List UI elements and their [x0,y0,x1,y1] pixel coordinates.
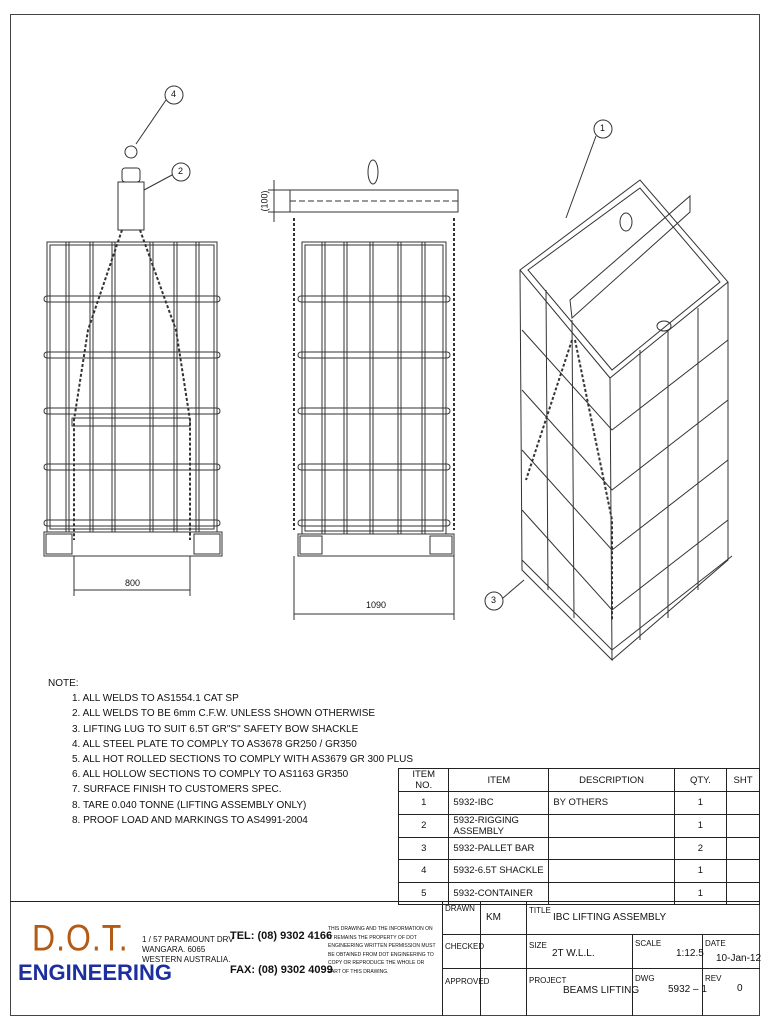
date-label: DATE [705,939,726,948]
dimension-1090: 1090 [366,600,387,610]
company-phone: TEL: (08) 9302 4166 [230,930,333,942]
grid-line [442,968,760,969]
title-value: IBC LIFTING ASSEMBLY [553,912,667,923]
note-item: 7. SURFACE FINISH TO CUSTOMERS SPEC. [72,784,282,796]
notes-title: NOTE: [48,678,79,689]
date-value: 10-Jan-12 [716,953,762,964]
table-header-row [399,769,760,792]
cell-item-no: 3 [399,837,449,860]
header-description: DESCRIPTION [549,769,674,792]
note-item: 2. ALL WELDS TO BE 6mm C.F.W. UNLESS SHOWN OTHERWISE [72,708,376,720]
copyright-disclaimer: THIS DRAWING AND THE INFORMATION ON IT REMAINS THE PROPERTY OF DOT ENGINEERING WRITTEN PERMISSION MUST BE OBTAINED FROM DOT ENGINEERING TO COPY OR REPRODUCE THE WHOLE OR PART OF THIS DRAWING. [328,926,436,975]
grid-line [632,934,633,1016]
address-line: 1 / 57 PARAMOUNT DRV [142,935,234,944]
table-row [399,792,760,815]
cell-qty: 2 [674,837,726,860]
drawing-notes [48,676,413,828]
company-fax: FAX: (08) 9302 4099 [230,964,333,976]
drawn-value: KM [486,912,501,923]
note-item: 5. ALL HOT ROLLED SECTIONS TO COMPLY WITH AS3679 GR 300 PLUS [72,754,414,766]
cell-sht [727,860,760,883]
rev-label: REV [705,974,722,983]
grid-line [480,901,481,1016]
company-logo-bottom: ENGINEERING [18,960,173,985]
notes-list [48,691,413,828]
project-value: BEAMS LIFTING [563,985,640,996]
bill-of-materials-table [398,768,760,905]
title-label: TITLE [529,906,551,915]
company-logo-top: D.O.T. [32,917,129,959]
cell-qty: 1 [674,860,726,883]
cell-item-no: 5 [399,882,449,905]
approved-label: APPROVED [445,977,490,986]
header-sht: SHT [727,769,760,792]
dimension-100: (100) [259,190,270,212]
grid-line [442,934,760,935]
table-row [399,837,760,860]
header-item: ITEM [449,769,549,792]
dimension-800: 800 [125,578,141,588]
cell-description [549,814,674,837]
cell-sht [727,792,760,815]
dwg-value: 5932 – 1 [668,984,707,995]
cell-sht [727,814,760,837]
cell-description [549,860,674,883]
size-value: 2T W.L.L. [552,948,595,959]
cell-item: 5932-IBC [449,792,549,815]
cell-item-no: 2 [399,814,449,837]
dimensions [74,180,454,620]
address-line: WESTERN AUSTRALIA. [142,955,231,964]
note-item: 1. ALL WELDS TO AS1554.1 CAT SP [72,693,239,705]
note-item: 6. ALL HOLLOW SECTIONS TO COMPLY TO AS1163 GR350 [72,769,349,781]
header-qty: QTY. [674,769,726,792]
size-label: SIZE [529,941,547,950]
cell-description [549,837,674,860]
side-view [290,160,458,556]
header-item-no: ITEM NO. [399,769,449,792]
note-item: 4. ALL STEEL PLATE TO COMPLY TO AS3678 GR250 / GR350 [72,738,357,750]
checked-label: CHECKED [445,942,485,951]
drawn-label: DRAWN [445,904,475,913]
company-address [142,935,234,965]
dimension-100-value: 100 [259,193,270,209]
address-line: WANGARA. 6065 [142,945,206,954]
cell-qty: 1 [674,792,726,815]
cell-description: BY OTHERS [549,792,674,815]
cell-item-no: 1 [399,792,449,815]
dwg-label: DWG [635,974,655,983]
note-item: 3. LIFTING LUG TO SUIT 6.5T GR"S" SAFETY BOW SHACKLE [72,723,359,735]
note-item: 8. TARE 0.040 TONNE (LIFTING ASSEMBLY ONLY) [72,799,307,811]
balloon-4-label: 4 [171,89,177,99]
balloon-3-label: 3 [491,595,497,605]
table-row [399,814,760,837]
note-item: 8. PROOF LOAD AND MARKINGS TO AS4991-2004 [72,814,308,826]
project-label: PROJECT [529,976,567,985]
table-row [399,860,760,883]
cell-qty: 1 [674,882,726,905]
cell-item: 5932-6.5T SHACKLE [449,860,549,883]
front-view [44,146,222,556]
grid-line [702,934,703,1016]
scale-value: 1:12.5 [676,948,704,959]
isometric-view [520,180,732,660]
cell-item: 5932-PALLET BAR [449,837,549,860]
cell-item: 5932-RIGGING ASSEMBLY [449,814,549,837]
balloon-1-label: 1 [600,123,606,133]
cell-sht [727,837,760,860]
balloon-2-label: 2 [178,166,184,176]
cell-item: 5932-CONTAINER [449,882,549,905]
cell-item-no: 4 [399,860,449,883]
rev-value: 0 [737,983,743,994]
grid-line [526,901,527,1016]
cell-qty: 1 [674,814,726,837]
scale-label: SCALE [635,939,662,948]
